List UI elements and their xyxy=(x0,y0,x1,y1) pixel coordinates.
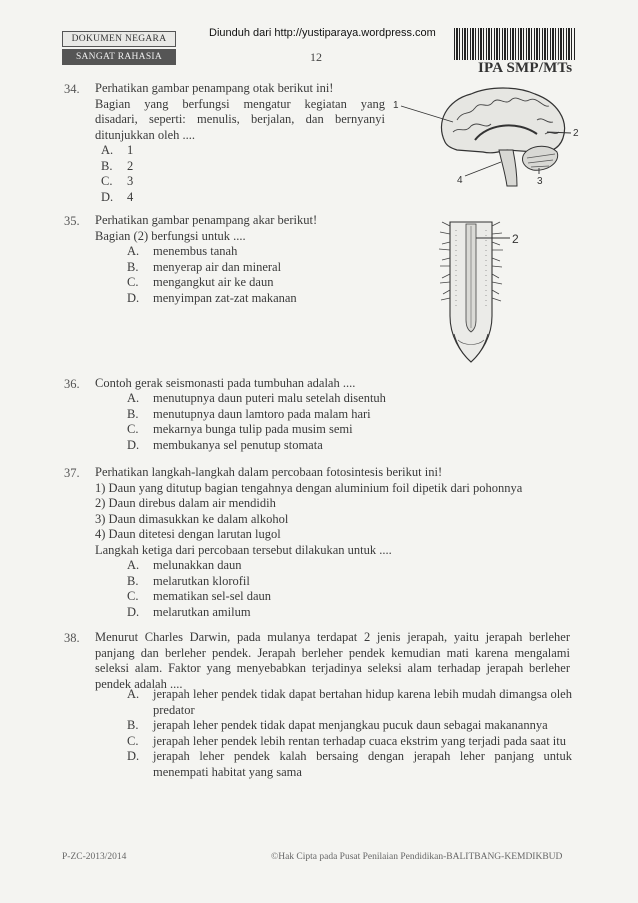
option-a xyxy=(127,391,386,407)
stem-line: Perhatikan gambar penampang otak berikut ini! xyxy=(95,81,334,95)
step-line: 2) Daun direbus dalam air mendidih xyxy=(95,496,276,510)
option-letter: A. xyxy=(127,391,140,405)
stem-line: Bagian yang berfungsi mengatur kegiatan yang xyxy=(95,96,385,111)
option-letter: A. xyxy=(127,687,140,701)
question-number: 38. xyxy=(64,631,80,645)
option-a xyxy=(127,687,572,718)
option-d xyxy=(127,291,297,307)
option-b xyxy=(127,407,386,423)
stem-line: Langkah ketiga dari percobaan tersebut dilakukan untuk .... xyxy=(95,542,392,557)
source-url: Diunduh dari http://yustiparaya.wordpress.com xyxy=(209,27,436,39)
stem-line: Contoh gerak seismonasti pada tumbuhan adalah .... xyxy=(95,376,356,390)
question-number: 36. xyxy=(64,377,80,391)
option-d xyxy=(101,190,133,206)
option-a xyxy=(127,558,271,574)
option-letter: B. xyxy=(127,718,139,732)
option-letter: C. xyxy=(127,733,139,748)
question-38-stem: Menurut Charles Darwin, pada mulanya terdapat 2 jenis jerapah, yaitu jerapah berleher panjang dan berleher pendek. Jerapah berleher pendek kemudian mati karena mengalami seleksi alam. Faktor yang menyebabkan terjadinya seleksi alam terhadap jerapah berleher pendek adalah .... xyxy=(95,630,570,691)
option-b xyxy=(127,260,297,276)
question-38-options xyxy=(127,687,572,780)
option-c xyxy=(127,734,572,750)
question-34-stem xyxy=(95,81,385,143)
subject-title: IPA SMP/MTs xyxy=(478,60,573,76)
figure-label: 1 xyxy=(393,100,399,111)
document-code: P-ZC-2013/2014 xyxy=(62,852,127,862)
stem-line: disadari, seperti: menulis, berjalan, dan bernyanyi xyxy=(95,112,385,126)
option-letter: A. xyxy=(127,558,140,572)
option-text: 1 xyxy=(127,143,134,157)
option-text: melarutkan klorofil xyxy=(153,573,250,588)
question-36-options xyxy=(127,391,386,453)
option-letter: D. xyxy=(127,604,140,619)
option-text: 4 xyxy=(127,189,134,204)
option-text: membukanya sel penutup stomata xyxy=(153,437,323,452)
option-c xyxy=(127,275,297,291)
option-text: jerapah leher pendek lebih rentan terhadap cuaca ekstrim yang terjadi pada saat itu xyxy=(153,733,567,748)
option-b xyxy=(127,574,271,590)
option-letter: D. xyxy=(127,437,140,452)
root-cross-section-figure xyxy=(436,216,532,366)
question-35-options xyxy=(127,244,297,306)
option-letter: B. xyxy=(101,158,113,173)
option-letter: C. xyxy=(127,275,139,289)
option-letter: C. xyxy=(127,422,139,436)
option-text: 2 xyxy=(127,158,134,173)
question-37-options xyxy=(127,558,271,620)
step-line: 4) Daun ditetesi dengan larutan lugol xyxy=(95,527,281,541)
option-d xyxy=(127,749,572,780)
option-text: jerapah leher pendek kalah bersaing dengan jerapah leher panjang untuk menempati habitat yang sama xyxy=(153,749,572,779)
option-d xyxy=(127,438,386,454)
question-37-stem xyxy=(95,465,522,558)
option-c xyxy=(127,422,386,438)
option-letter: A. xyxy=(127,244,140,258)
stem-line: ditunjukkan oleh .... xyxy=(95,127,195,142)
question-36-stem xyxy=(95,376,355,392)
option-a xyxy=(101,143,133,159)
option-b xyxy=(127,718,572,734)
option-text: mematikan sel-sel daun xyxy=(153,589,272,603)
question-number: 35. xyxy=(64,214,80,228)
barcode xyxy=(454,28,575,60)
option-text: menutupnya daun puteri malu setelah disentuh xyxy=(153,391,386,405)
option-letter: B. xyxy=(127,259,139,274)
figure-label: 4 xyxy=(457,175,463,186)
option-d xyxy=(127,605,271,621)
option-letter: C. xyxy=(101,174,113,188)
figure-label: 2 xyxy=(512,232,519,246)
option-a xyxy=(127,244,297,260)
option-letter: C. xyxy=(127,589,139,603)
stem-line: Bagian (2) berfungsi untuk .... xyxy=(95,228,246,243)
option-text: jerapah leher pendek tidak dapat bertahan hidup karena lebih mudah dimangsa oleh predator xyxy=(153,687,572,717)
classification-badge-bottom: SANGAT RAHASIA xyxy=(62,49,176,65)
copyright-notice: ©Hak Cipta pada Pusat Penilaian Pendidikan-BALITBANG-KEMDIKBUD xyxy=(271,852,563,862)
option-text: mekarnya bunga tulip pada musim semi xyxy=(153,422,353,436)
option-c xyxy=(101,174,133,190)
question-34-options xyxy=(101,143,133,205)
option-b xyxy=(101,159,133,175)
option-letter: B. xyxy=(127,573,139,588)
option-text: 3 xyxy=(127,174,134,188)
option-text: melarutkan amilum xyxy=(153,604,251,619)
option-text: menutupnya daun lamtoro pada malam hari xyxy=(153,406,371,421)
stem-line: Perhatikan langkah-langkah dalam percobaan fotosintesis berikut ini! xyxy=(95,465,443,479)
option-letter: D. xyxy=(127,749,140,763)
option-c xyxy=(127,589,271,605)
brain-cross-section-figure xyxy=(387,80,585,188)
question-number: 37. xyxy=(64,466,80,480)
question-35-stem xyxy=(95,213,317,244)
option-text: mengangkut air ke daun xyxy=(153,275,274,289)
option-letter: B. xyxy=(127,406,139,421)
option-letter: D. xyxy=(127,290,140,305)
stem-line: Perhatikan gambar penampang akar berikut! xyxy=(95,213,318,227)
option-text: menembus tanah xyxy=(153,244,238,258)
step-line: 1) Daun yang ditutup bagian tengahnya dengan aluminium foil dipetik dari pohonnya xyxy=(95,480,523,495)
figure-label: 3 xyxy=(537,176,543,187)
option-letter: D. xyxy=(101,189,114,204)
question-number: 34. xyxy=(64,82,80,96)
figure-label: 2 xyxy=(573,128,579,139)
classification-badge-top: DOKUMEN NEGARA xyxy=(62,31,176,47)
step-line: 3) Daun dimasukkan ke dalam alkohol xyxy=(95,511,289,526)
option-text: jerapah leher pendek tidak dapat menjangkau pucuk daun sebagai makanannya xyxy=(153,718,548,732)
option-text: menyimpan zat-zat makanan xyxy=(153,290,297,305)
page-number: 12 xyxy=(310,50,322,64)
option-text: menyerap air dan mineral xyxy=(153,259,282,274)
option-letter: A. xyxy=(101,143,114,157)
option-text: melunakkan daun xyxy=(153,558,242,572)
